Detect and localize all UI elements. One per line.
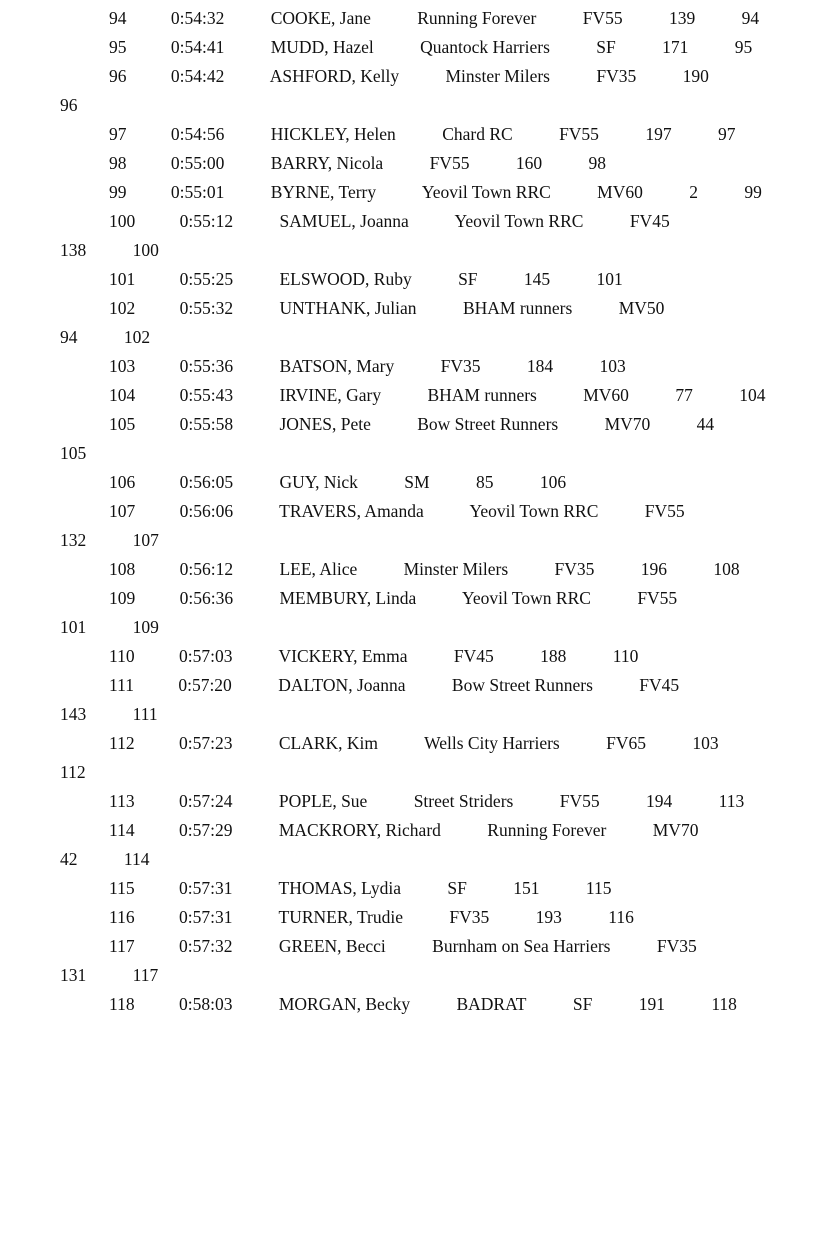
- finish-time: 0:54:41: [170, 37, 225, 57]
- position: 104: [109, 385, 136, 405]
- overall-place: 97: [717, 124, 736, 144]
- bib-number: 160: [515, 153, 543, 173]
- overall-place: 95: [734, 37, 753, 57]
- overall-place: 113: [718, 791, 745, 811]
- runner-name: COOKE, Jane: [270, 8, 371, 28]
- bib-number: 42: [60, 849, 78, 869]
- age-category: MV50: [618, 298, 665, 318]
- runner-name: SAMUEL, Joanna: [279, 211, 409, 231]
- bib-number: 77: [675, 385, 693, 405]
- result-entry: [60, 294, 768, 352]
- overall-place: 103: [599, 356, 626, 376]
- age-category: MV60: [597, 182, 643, 202]
- result-entry: [60, 352, 768, 381]
- finish-time: 0:56:36: [179, 588, 234, 608]
- bib-number: 103: [692, 733, 719, 753]
- club-name: Street Striders: [413, 791, 514, 811]
- finish-time: 0:54:56: [170, 124, 225, 144]
- position: 109: [109, 588, 136, 608]
- overall-place: 100: [132, 240, 159, 260]
- overall-place: 117: [132, 965, 159, 985]
- position: 105: [109, 414, 136, 434]
- result-entry: [60, 874, 768, 903]
- result-entry: [60, 33, 768, 62]
- bib-number: 138: [60, 240, 87, 260]
- runner-name: MACKRORY, Richard: [278, 820, 441, 840]
- club-name: Chard RC: [442, 124, 513, 144]
- finish-time: 0:55:12: [179, 211, 234, 231]
- runner-name: UNTHANK, Julian: [279, 298, 417, 318]
- finish-time: 0:55:01: [170, 182, 225, 202]
- age-category: FV65: [606, 733, 646, 753]
- age-category: FV35: [596, 66, 637, 86]
- club-name: Yeovil Town RRC: [454, 211, 584, 231]
- position: 101: [109, 269, 136, 289]
- overall-place: 116: [608, 907, 634, 927]
- finish-time: 0:56:06: [179, 501, 234, 521]
- bib-number: 190: [682, 66, 709, 86]
- position: 108: [109, 559, 136, 579]
- finish-time: 0:55:00: [170, 153, 225, 173]
- overall-place: 99: [744, 182, 762, 202]
- overall-place: 112: [60, 762, 86, 782]
- bib-number: 44: [696, 414, 715, 434]
- result-entry: [60, 178, 768, 207]
- bib-number: 196: [640, 559, 668, 579]
- club-name: BHAM runners: [427, 385, 537, 405]
- result-entry: [60, 642, 768, 671]
- position: 113: [109, 791, 135, 811]
- runner-name: GUY, Nick: [279, 472, 358, 492]
- runner-name: CLARK, Kim: [278, 733, 379, 753]
- bib-number: 85: [475, 472, 494, 492]
- position: 103: [109, 356, 136, 376]
- overall-place: 105: [60, 443, 87, 463]
- runner-name: TRAVERS, Amanda: [279, 501, 424, 521]
- result-entry: [60, 62, 768, 120]
- bib-number: 2: [689, 182, 698, 202]
- runner-name: MORGAN, Becky: [278, 994, 411, 1014]
- result-entry: [60, 787, 768, 816]
- result-entry: [60, 932, 768, 990]
- position: 106: [109, 472, 136, 492]
- club-name: Minster Milers: [445, 66, 550, 86]
- finish-time: 0:57:24: [178, 791, 233, 811]
- position: 97: [109, 124, 127, 144]
- runner-name: DALTON, Joanna: [278, 675, 406, 695]
- position: 107: [109, 501, 136, 521]
- age-category: FV45: [453, 646, 494, 666]
- finish-time: 0:57:03: [178, 646, 233, 666]
- position: 111: [109, 675, 134, 695]
- bib-number: 171: [662, 37, 689, 57]
- bib-number: 132: [60, 530, 87, 550]
- position: 98: [109, 153, 127, 173]
- age-category: FV35: [449, 907, 490, 927]
- overall-place: 101: [596, 269, 623, 289]
- overall-place: 104: [739, 385, 766, 405]
- runner-name: GREEN, Becci: [278, 936, 386, 956]
- runner-name: MEMBURY, Linda: [279, 588, 417, 608]
- club-name: Running Forever: [487, 820, 607, 840]
- runner-name: HICKLEY, Helen: [270, 124, 396, 144]
- club-name: Burnham on Sea Harriers: [432, 936, 611, 956]
- result-entry: [60, 990, 768, 1019]
- club-name: Wells City Harriers: [424, 733, 560, 753]
- finish-time: 0:57:31: [178, 907, 233, 927]
- overall-place: 96: [60, 95, 78, 115]
- result-entry: [60, 903, 768, 932]
- result-entry: [60, 265, 768, 294]
- finish-time: 0:57:32: [178, 936, 233, 956]
- result-entry: [60, 555, 768, 584]
- position: 115: [109, 878, 135, 898]
- finish-time: 0:56:05: [179, 472, 234, 492]
- overall-place: 106: [539, 472, 567, 492]
- age-category: FV55: [644, 501, 685, 521]
- result-entry: [60, 381, 768, 410]
- runner-name: BATSON, Mary: [279, 356, 395, 376]
- finish-time: 0:56:12: [179, 559, 234, 579]
- result-entry: [60, 4, 768, 33]
- position: 96: [109, 66, 127, 86]
- overall-place: 118: [711, 994, 737, 1014]
- club-name: Minster Milers: [403, 559, 509, 579]
- runner-name: LEE, Alice: [279, 559, 358, 579]
- overall-place: 109: [132, 617, 159, 637]
- finish-time: 0:55:36: [179, 356, 234, 376]
- position: 99: [109, 182, 127, 202]
- bib-number: 184: [526, 356, 554, 376]
- finish-time: 0:57:29: [178, 820, 233, 840]
- finish-time: 0:58:03: [178, 994, 233, 1014]
- club-name: Yeovil Town RRC: [469, 501, 599, 521]
- age-category: FV55: [559, 124, 599, 144]
- club-name: Bow Street Runners: [451, 675, 593, 695]
- runner-name: ASHFORD, Kelly: [269, 66, 400, 86]
- age-category: FV55: [582, 8, 623, 28]
- age-category: FV45: [639, 675, 680, 695]
- bib-number: 145: [523, 269, 551, 289]
- position: 110: [109, 646, 135, 666]
- result-entry: [60, 497, 768, 555]
- age-category: SM: [404, 472, 430, 492]
- bib-number: 139: [668, 8, 696, 28]
- bib-number: 94: [60, 327, 78, 347]
- age-category: FV35: [656, 936, 697, 956]
- overall-place: 98: [588, 153, 606, 173]
- runner-name: THOMAS, Lydia: [278, 878, 402, 898]
- position: 100: [109, 211, 136, 231]
- age-category: SF: [458, 269, 478, 289]
- age-category: FV55: [429, 153, 470, 173]
- age-category: FV55: [637, 588, 678, 608]
- age-category: FV35: [440, 356, 481, 376]
- club-name: BADRAT: [456, 994, 527, 1014]
- result-entry: [60, 729, 768, 787]
- club-name: Yeovil Town RRC: [421, 182, 551, 202]
- runner-name: TURNER, Trudie: [278, 907, 403, 927]
- age-category: SF: [572, 994, 593, 1014]
- age-category: SF: [596, 37, 616, 57]
- position: 114: [109, 820, 135, 840]
- overall-place: 102: [123, 327, 151, 347]
- age-category: MV70: [652, 820, 699, 840]
- finish-time: 0:57:31: [178, 878, 233, 898]
- finish-time: 0:55:25: [179, 269, 234, 289]
- club-name: Quantock Harriers: [420, 37, 550, 57]
- finish-time: 0:57:23: [178, 733, 233, 753]
- position: 116: [109, 907, 135, 927]
- position: 102: [109, 298, 136, 318]
- finish-time: 0:57:20: [178, 675, 232, 695]
- overall-place: 110: [612, 646, 639, 666]
- position: 118: [109, 994, 135, 1014]
- club-name: BHAM runners: [462, 298, 573, 318]
- bib-number: 131: [60, 965, 87, 985]
- position: 117: [109, 936, 135, 956]
- age-category: FV45: [629, 211, 670, 231]
- result-entry: [60, 120, 768, 149]
- result-entry: [60, 671, 768, 729]
- position: 95: [109, 37, 127, 57]
- overall-place: 111: [132, 704, 158, 724]
- result-entry: [60, 149, 768, 178]
- finish-time: 0:54:42: [170, 66, 225, 86]
- club-name: Running Forever: [417, 8, 537, 28]
- bib-number: 143: [60, 704, 87, 724]
- runner-name: IRVINE, Gary: [279, 385, 382, 405]
- finish-time: 0:54:32: [170, 8, 225, 28]
- runner-name: ELSWOOD, Ruby: [279, 269, 412, 289]
- bib-number: 151: [513, 878, 540, 898]
- age-category: FV35: [554, 559, 595, 579]
- runner-name: MUDD, Hazel: [270, 37, 374, 57]
- result-entry: [60, 816, 768, 874]
- result-entry: [60, 468, 768, 497]
- age-category: MV60: [583, 385, 629, 405]
- overall-place: 108: [713, 559, 740, 579]
- age-category: MV70: [604, 414, 651, 434]
- runner-name: POPLE, Sue: [278, 791, 368, 811]
- bib-number: 194: [645, 791, 673, 811]
- runner-name: BARRY, Nicola: [270, 153, 384, 173]
- finish-time: 0:55:32: [179, 298, 234, 318]
- overall-place: 114: [123, 849, 150, 869]
- result-entry: [60, 207, 768, 265]
- finish-time: 0:55:58: [179, 414, 234, 434]
- age-category: SF: [447, 878, 467, 898]
- result-entry: [60, 410, 768, 468]
- bib-number: 197: [645, 124, 672, 144]
- age-category: FV55: [559, 791, 600, 811]
- result-entry: [60, 584, 768, 642]
- runner-name: BYRNE, Terry: [270, 182, 377, 202]
- bib-number: 193: [535, 907, 562, 927]
- position: 94: [109, 8, 127, 28]
- finish-time: 0:55:43: [179, 385, 234, 405]
- bib-number: 191: [638, 994, 665, 1014]
- bib-number: 101: [60, 617, 87, 637]
- runner-name: VICKERY, Emma: [278, 646, 408, 666]
- club-name: Bow Street Runners: [417, 414, 559, 434]
- position: 112: [109, 733, 135, 753]
- overall-place: 115: [585, 878, 612, 898]
- overall-place: 107: [132, 530, 159, 550]
- runner-name: JONES, Pete: [279, 414, 371, 434]
- overall-place: 94: [741, 8, 760, 28]
- club-name: Yeovil Town RRC: [462, 588, 591, 608]
- bib-number: 188: [540, 646, 567, 666]
